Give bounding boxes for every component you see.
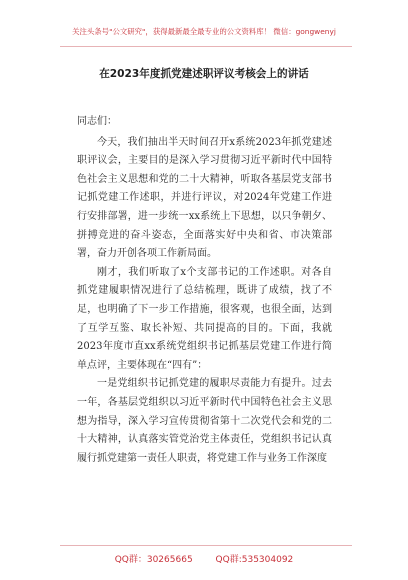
footer-qq-group-2: QQ群:535304092 bbox=[215, 555, 294, 565]
header-banner: 关注头条号"公文研究"，获得最新最全最专业的公文资料库！ 微信：gongwenyj bbox=[72, 27, 336, 36]
document-body bbox=[77, 113, 332, 468]
body-paragraph-2: 刚才，我们听取了x个支部书记的工作述职。对各自抓党建履职情况进行了总结梳理，既讲了成绩，找了不足，也明确了下一步工作措施，很客观，也很全面，达到了互学互鉴、取长补短、共同提高的目的。下面，我就2023年度市直xx系统党组织书记抓基层党建工作进行简单点评，主要体现在“四有”： bbox=[77, 266, 332, 371]
body-paragraph-3: 一是党组织书记抓党建的履职尽责能力有提升。过去一年，各基层党组织以习近平新时代中国特色社会主义思想为指导，深入学习宣传贯彻省第十二次党代会和党的二十大精神，认真落实管党治党主体责任，党组织书记认真履行抓党建第一责任人职责，将党建工作与业务工作深度 bbox=[77, 378, 332, 464]
footer bbox=[0, 552, 408, 565]
footer-qq-group-1: QQ群：30265665 bbox=[114, 555, 193, 565]
header-divider bbox=[60, 46, 352, 47]
document-title: 在2023年度抓党建述职评议考核会上的讲话 bbox=[99, 68, 309, 80]
body-paragraph-1: 今天，我们抽出半天时间召开x系统2023年抓党建述职评议会，主要目的是深入学习贯彻习近平新时代中国特色社会主义思想和党的二十大精神，听取各基层党支部书记抓党建工作述职，并进行评议，对2024年党建工作进行安排部署，进一步统一xx系统上下思想，以只争朝夕、拼搏竞进的奋斗姿态，全面落实好中央和省、市决策部署，奋力开创各项工作新局面。 bbox=[77, 136, 332, 260]
salutation: 同志们： bbox=[77, 116, 117, 127]
footer-divider bbox=[60, 545, 352, 546]
